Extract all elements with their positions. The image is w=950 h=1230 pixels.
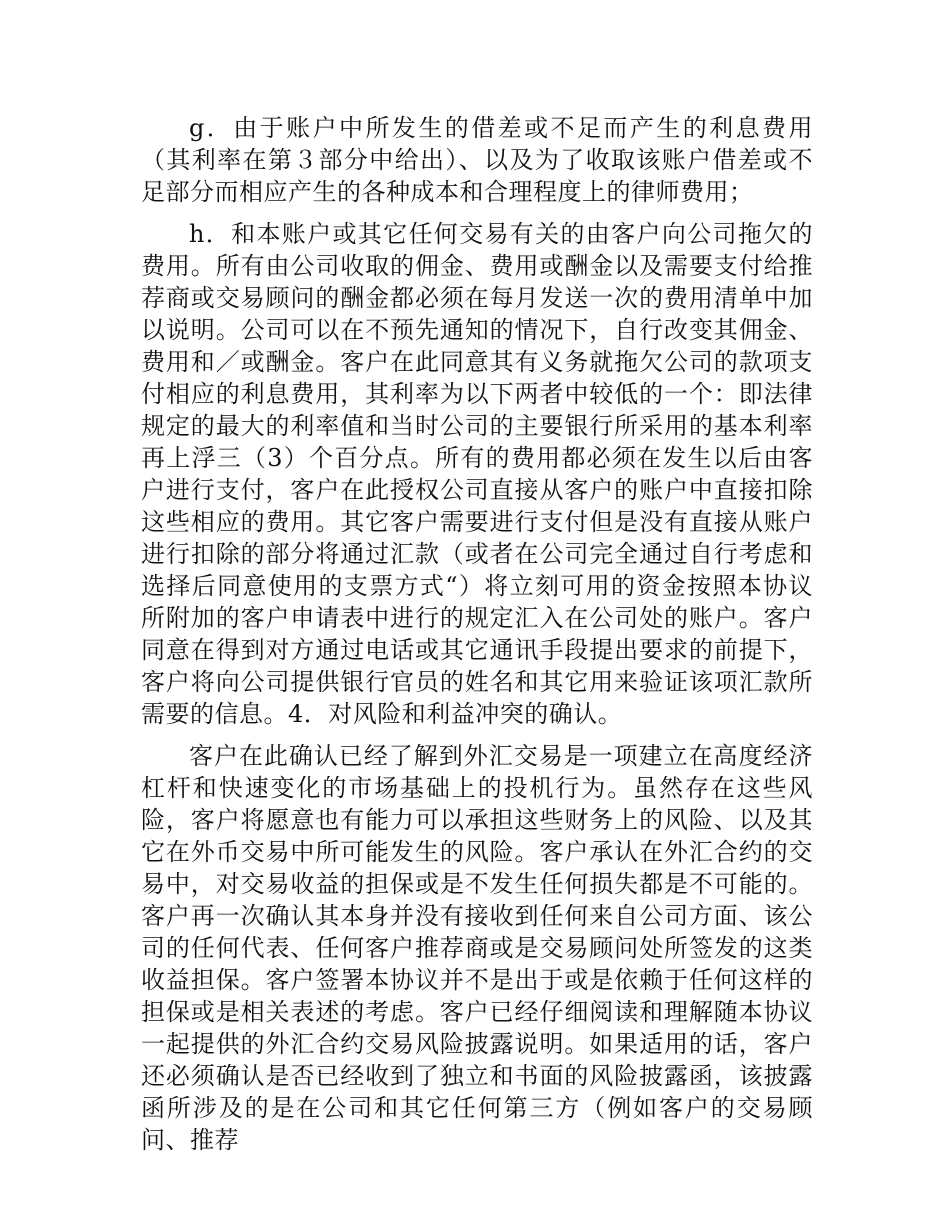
paragraph-risk-confirmation: 客户在此确认已经了解到外汇交易是一项建立在高度经济杠杆和快速变化的市场基础上的投机行为。虽然存在这些风险，客户将愿意也有能力可以承担这些财务上的风险、以及其它在外币交易中所可能发生的风险。客户承认在外汇合约的交易中，对交易收益的担保或是不发生任何损失都是不可能的。客户再一次确认其本身并没有接收到任何来自公司方面、该公司的任何代表、任何客户推荐商或是交易顾问处所签发的这类收益担保。客户签署本协议并不是出于或是依赖于任何这样的担保或是相关表述的考虑。客户已经仔细阅读和理解随本协议一起提供的外汇合约交易风险披露说明。如果适用的话，客户还必须确认是否已经收到了独立和书面的风险披露函，该披露函所涉及的是在公司和其它任何第三方（例如客户的交易顾问、推荐 <box>141 742 813 1154</box>
paragraph-h: h．和本账户或其它任何交易有关的由客户向公司拖欠的费用。所有由公司收取的佣金、费用或酬金以及需要支付给推荐商或交易顾问的酬金都必须在每月发送一次的费用清单中加以说明。公司可以在不预先通知的情况下，自行改变其佣金、费用和／或酬金。客户在此同意其有义务就拖欠公司的款项支付相应的利息费用，其利率为以下两者中较低的一个：即法律规定的最大的利率值和当时公司的主要银行所采用的基本利率再上浮三（3）个百分点。所有的费用都必须在发生以后由客户进行支付，客户在此授权公司直接从客户的账户中直接扣除这些相应的费用。其它客户需要进行支付但是没有直接从账户进行扣除的部分将通过汇款（或者在公司完全通过自行考虑和选择后同意使用的支票方式“）将立刻可用的资金按照本协议所附加的客户申请表中进行的规定汇入在公司处的账户。客户同意在得到对方通过电话或其它通讯手段提出要求的前提下，客户将向公司提供银行官员的姓名和其它用来验证该项汇款所需要的信息。4．对风险和利益冲突的确认。 <box>141 220 813 728</box>
document-body <box>141 112 813 1166</box>
paragraph-g: g．由于账户中所发生的借差或不足而产生的利息费用（其利率在第３部分中给出）、以及为了收取该账户借差或不足部分而相应产生的各种成本和合理程度上的律师费用； <box>141 114 813 206</box>
